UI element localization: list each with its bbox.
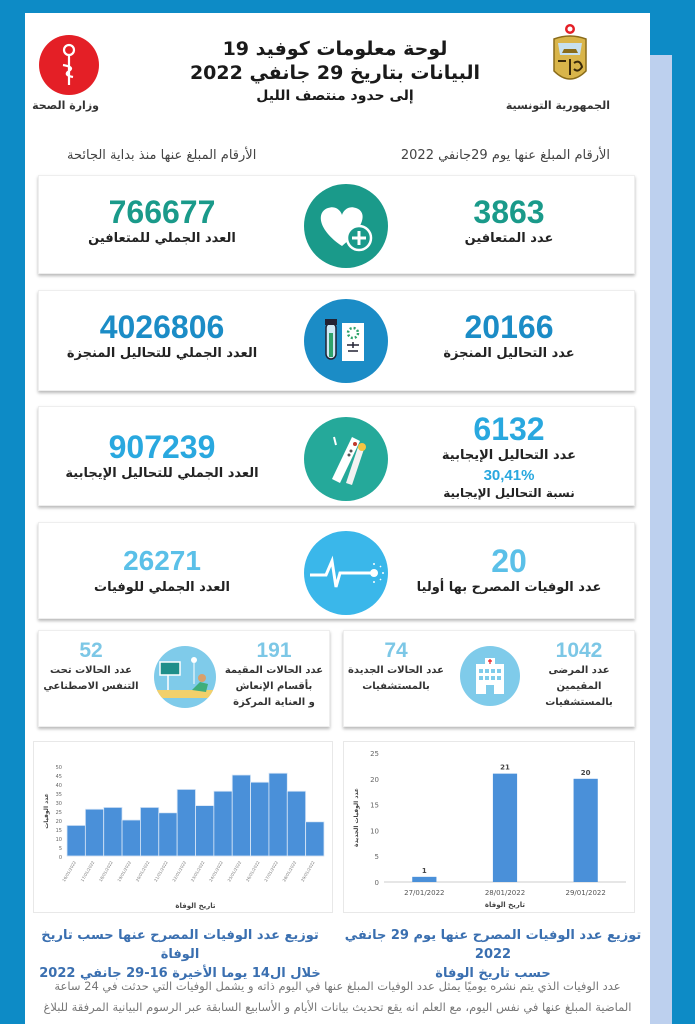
tests-total-label: العدد الجملي للتحاليل المنجزة — [66, 346, 258, 361]
y-tick-label: 15 — [370, 801, 379, 810]
icu-stat — [224, 639, 324, 711]
positive-total-label: العدد الجملي للتحاليل الإيجابية — [65, 466, 259, 481]
ministry-name: وزارة الصحة — [32, 99, 99, 112]
left-caption-line-2: خلال ال14 يوما الأخيرة 16-29 جانفي 2022 — [39, 966, 321, 981]
y-tick-label: 35 — [55, 792, 62, 798]
recovered-daily — [394, 194, 624, 248]
inpatients-stat — [529, 639, 629, 711]
new-cases-label-2: بالمستشفيات — [362, 681, 430, 692]
title-line-1: لوحة معلومات كوفيد 19 — [222, 38, 448, 60]
bar — [159, 813, 177, 856]
bar — [493, 774, 517, 882]
bar — [251, 782, 269, 856]
tests-daily-value: 20166 — [464, 309, 554, 345]
deaths-total-label: العدد الجملي للوفيات — [94, 580, 230, 595]
right-caption-line-1: توزيع عدد الوفيات المصرح عنها يوم 29 جانفي 2022 — [344, 928, 642, 962]
cumulative-heading: الأرقام المبلغ عنها منذ بداية الجائحة — [67, 148, 257, 163]
right-chart-caption — [343, 926, 643, 983]
icu-card — [38, 630, 330, 727]
left-caption-line-1: توزيع عدد الوفيات المصرح عنها حسب تاريخ الوفاة — [41, 928, 319, 962]
recovered-card — [38, 175, 635, 274]
bar-value-label: 1 — [421, 866, 427, 875]
positive-daily-value: 6132 — [473, 411, 545, 447]
ventilation-label-2: التنفس الاصطناعي — [43, 681, 139, 692]
bar-value-label: 20 — [580, 768, 591, 777]
right-caption-line-2: حسب تاريخ الوفاة — [435, 966, 551, 981]
new-cases-stat — [346, 639, 446, 695]
tests-card — [38, 290, 635, 391]
x-tick-label: 22/01/2022 — [171, 860, 188, 883]
positive-rate-label: نسبة التحاليل الإيجابية — [443, 486, 575, 500]
bar — [269, 773, 287, 856]
x-tick-label: 17/01/2022 — [79, 860, 96, 883]
ministry-logo — [32, 35, 99, 112]
x-tick-label: 18/01/2022 — [97, 860, 114, 883]
x-tick-label: 27/01/2022 — [404, 889, 445, 897]
ministry-emblem-icon — [39, 35, 99, 95]
y-tick-label: 10 — [55, 837, 62, 843]
heart-plus-icon — [304, 184, 388, 268]
bar-value-label: 21 — [500, 763, 510, 772]
x-axis-title: تاريخ الوفاة — [175, 902, 216, 910]
rapid-test-icon — [304, 417, 388, 501]
y-tick-label: 15 — [55, 828, 62, 834]
heartbeat-line-icon — [304, 531, 388, 615]
hospital-card — [343, 630, 635, 727]
new-cases-value: 74 — [384, 639, 408, 662]
title-line-2: البيانات بتاريخ 29 جانفي 2022 — [189, 62, 481, 84]
x-tick-label: 29/01/2022 — [565, 889, 606, 897]
bar — [177, 789, 195, 856]
deaths-daily-label: عدد الوفيات المصرح بها أوليا — [416, 580, 602, 595]
page-title — [175, 37, 495, 107]
republic-name: الجمهورية التونسية — [505, 99, 610, 112]
x-tick-label: 19/01/2022 — [116, 860, 133, 883]
recovered-total — [47, 194, 277, 248]
y-tick-label: 25 — [370, 750, 379, 758]
y-tick-label: 0 — [58, 855, 62, 861]
y-tick-label: 0 — [374, 879, 379, 887]
x-tick-label: 26/01/2022 — [244, 860, 261, 883]
bar — [122, 820, 140, 856]
positive-daily-label: عدد التحاليل الإيجابية — [441, 448, 577, 463]
deaths-14-days-chart-svg — [34, 742, 334, 914]
icu-label-1: عدد الحالات المقيمة — [224, 665, 324, 676]
icu-value: 191 — [256, 639, 292, 662]
x-tick-label: 21/01/2022 — [152, 860, 169, 883]
deaths-daily-value: 20 — [491, 543, 527, 579]
y-tick-label: 20 — [370, 775, 379, 784]
positive-total-value: 907239 — [108, 429, 216, 465]
bar — [67, 825, 85, 856]
x-tick-label: 27/01/2022 — [263, 860, 279, 883]
icu-label-3: و العناية المركزة — [233, 697, 315, 708]
bar — [287, 791, 305, 856]
positive-daily — [394, 411, 624, 501]
recovered-daily-value: 3863 — [473, 194, 545, 230]
y-tick-label: 50 — [55, 765, 62, 771]
deaths-card — [38, 522, 635, 619]
deaths-14-days-chart — [33, 741, 333, 913]
y-tick-label: 30 — [55, 801, 62, 807]
deaths-total-value: 26271 — [123, 545, 201, 576]
inpatients-label-1: عدد المرضى المقيمين — [548, 665, 610, 692]
footnote-line-1: عدد الوفيات الذي يتم نشره يوميًا يمثل عدد الوفيات المبلغ عنها في اليوم ذاته و يشمل الوفيات التي حدثت في 24 ساعة — [54, 979, 621, 993]
footnote-line-2: الماضية المبلغ عنها في نفس اليوم، مع العلم انه يقع تحديث بيانات الأيام و الأسابيع السابقة عبر الرسوم البيانية المرفقة للبلاغ — [43, 1000, 632, 1014]
test-tube-report-icon — [304, 299, 388, 383]
ventilation-value: 52 — [79, 639, 103, 662]
recovered-total-label: العدد الجملي للمتعافين — [88, 231, 236, 246]
side-strip — [650, 55, 672, 1024]
x-tick-label: 25/01/2022 — [226, 860, 243, 883]
tests-total-value: 4026806 — [99, 309, 225, 345]
hospital-building-icon — [460, 646, 520, 706]
y-axis-title: عدد الوفيات الجديدة — [353, 788, 360, 847]
tests-total — [47, 309, 277, 363]
deaths-by-date-chart — [343, 741, 635, 913]
recovered-daily-label: عدد المتعافين — [464, 231, 554, 246]
icu-label-2: بأقسام الإنعاش — [235, 681, 313, 692]
tunisia-coat-of-arms-icon — [548, 23, 592, 91]
deaths-by-date-chart-svg — [344, 742, 636, 914]
bar — [232, 775, 250, 856]
x-tick-label: 28/01/2022 — [281, 860, 298, 883]
y-tick-label: 10 — [370, 827, 379, 836]
positive-rate-value: 30,41% — [483, 467, 535, 484]
positive-card — [38, 406, 635, 506]
footnote — [30, 976, 645, 1018]
title-line-3: إلى حدود منتصف الليل — [256, 88, 414, 104]
daily-heading: الأرقام المبلغ عنها يوم 29جانفي 2022 — [400, 148, 610, 163]
bar — [196, 806, 214, 856]
ventilation-stat — [41, 639, 141, 695]
bar — [214, 791, 232, 856]
x-tick-label: 20/01/2022 — [134, 860, 151, 883]
new-cases-label-1: عدد الحالات الجديدة — [348, 665, 444, 676]
dashboard-panel — [25, 13, 650, 1024]
inpatients-value: 1042 — [555, 639, 603, 662]
bar — [104, 807, 122, 856]
x-tick-label: 24/01/2022 — [208, 860, 224, 883]
deaths-daily — [394, 543, 624, 597]
bar — [306, 822, 324, 856]
bar — [85, 809, 103, 856]
bar — [140, 807, 158, 856]
republic-logo — [505, 23, 610, 112]
ventilation-label-1: عدد الحالات تحت — [50, 665, 132, 676]
y-tick-label: 20 — [55, 819, 62, 825]
y-tick-label: 5 — [374, 853, 379, 862]
deaths-total — [47, 543, 277, 597]
inpatients-label-2: بالمستشفيات — [545, 697, 613, 708]
bar — [574, 779, 598, 882]
tests-daily-label: عدد التحاليل المنجزة — [443, 346, 575, 361]
y-tick-label: 5 — [58, 846, 62, 852]
x-tick-label: 23/01/2022 — [189, 860, 206, 883]
y-tick-label: 45 — [55, 774, 62, 780]
y-tick-label: 25 — [55, 810, 62, 816]
recovered-total-value: 766677 — [108, 194, 216, 230]
x-tick-label: 28/01/2022 — [484, 889, 526, 897]
x-axis-title: تاريخ الوفاة — [484, 901, 526, 909]
ventilator-patient-icon — [154, 646, 216, 708]
left-chart-caption — [30, 926, 330, 983]
tests-daily — [394, 309, 624, 363]
bar — [412, 877, 436, 882]
positive-total — [47, 429, 277, 483]
x-tick-label: 29/01/2022 — [299, 860, 316, 883]
y-axis-title: عدد الوفيات — [43, 793, 50, 829]
y-tick-label: 40 — [55, 783, 62, 789]
x-tick-label: 16/01/2022 — [61, 860, 78, 883]
